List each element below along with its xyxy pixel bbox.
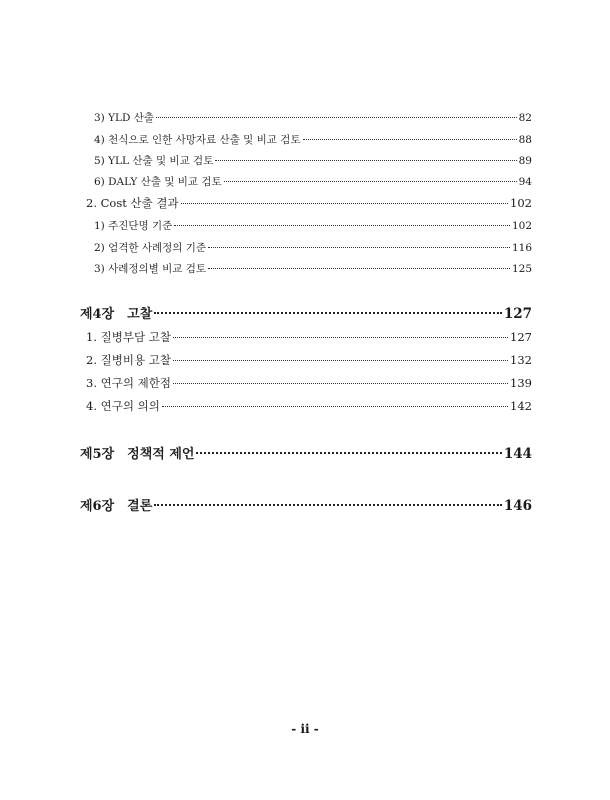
dot-leader: [154, 312, 502, 314]
toc-entry[interactable]: [94, 153, 532, 168]
dot-leader: [156, 117, 517, 118]
toc-entry-page: 82: [518, 112, 532, 124]
toc-entry[interactable]: [94, 218, 532, 233]
toc-entry-label: 2. Cost 산출 결과: [86, 196, 179, 210]
toc-entry-page: 144: [503, 446, 532, 462]
dot-leader: [208, 247, 510, 248]
toc-entry[interactable]: [94, 174, 532, 189]
page-number: - ii -: [291, 722, 319, 736]
dot-leader: [173, 360, 508, 361]
dot-leader: [162, 406, 508, 407]
toc-chapter-entry[interactable]: [80, 495, 532, 514]
toc-entry-label: 3. 연구의 제한점: [86, 376, 171, 390]
toc-entry-label: 2. 질병비용 고찰: [86, 353, 171, 367]
toc-entry[interactable]: [94, 261, 532, 276]
toc-chapter-entry[interactable]: [80, 443, 532, 462]
toc-entry[interactable]: [86, 352, 532, 368]
toc-entry-label: 3) YLD 산출: [94, 112, 155, 124]
toc-entry-page: 89: [518, 155, 532, 167]
dot-leader: [154, 504, 502, 506]
toc-entry-page: 142: [510, 399, 532, 413]
toc-entry[interactable]: [86, 329, 532, 345]
toc-entry-label: 2) 엄격한 사례정의 기준: [94, 242, 207, 254]
toc-entry-label: 5) YLL 산출 및 비교 검토: [94, 155, 214, 167]
dot-leader: [208, 268, 510, 269]
toc-entry-label: 제5장 정책적 제언: [80, 447, 195, 462]
toc-entry-label: 제4장 고찰: [80, 307, 153, 322]
toc-entry[interactable]: [94, 110, 532, 125]
toc-entry-page: 127: [510, 330, 532, 344]
toc-chapter-entry[interactable]: [80, 303, 532, 322]
dot-leader: [181, 203, 508, 204]
toc-entry-label: 제6장 결론: [80, 499, 153, 514]
toc-entry[interactable]: [86, 195, 532, 211]
toc-entry-page: 127: [503, 306, 532, 322]
toc-entry-label: 6) DALY 산출 및 비교 검토: [94, 176, 222, 188]
toc-entry-label: 1. 질병부담 고찰: [86, 330, 171, 344]
dot-leader: [174, 225, 510, 226]
toc-entry-page: 88: [518, 134, 532, 146]
toc-entry-page: 132: [510, 353, 532, 367]
toc-entry-page: 146: [503, 498, 532, 514]
dot-leader: [196, 452, 501, 454]
toc-entry-page: 94: [518, 176, 532, 188]
toc-entry[interactable]: [86, 398, 532, 414]
dot-leader: [173, 383, 508, 384]
toc-entry[interactable]: [94, 240, 532, 255]
dot-leader: [173, 337, 508, 338]
toc-entry-page: 102: [511, 220, 532, 232]
toc-entry-label: 4) 천식으로 인한 사망자료 산출 및 비교 검토: [94, 134, 301, 146]
toc-entry-page: 139: [510, 376, 532, 390]
toc-entry-label: 4. 연구의 의의: [86, 399, 160, 413]
toc-entry-page: 116: [511, 242, 532, 254]
toc-entry-page: 125: [511, 263, 532, 275]
dot-leader: [224, 181, 517, 182]
toc-entry[interactable]: [94, 132, 532, 147]
dot-leader: [303, 139, 517, 140]
toc-entry-label: 3) 사례정의별 비교 검토: [94, 263, 207, 275]
toc-entry-page: 102: [510, 196, 532, 210]
toc-entry-label: 1) 주진단명 기준: [94, 220, 173, 232]
toc-entry[interactable]: [86, 375, 532, 391]
dot-leader: [215, 160, 516, 161]
